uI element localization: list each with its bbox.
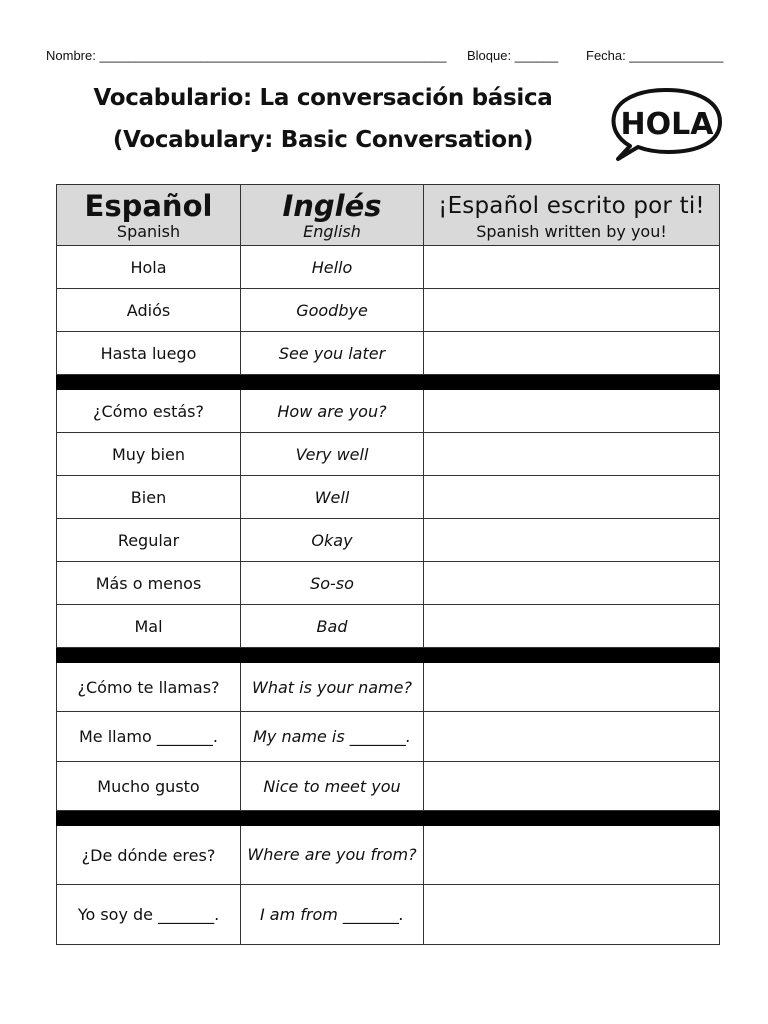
spanish-cell: Mal	[57, 605, 241, 648]
page-title: Vocabulario: La conversación básica	[93, 85, 553, 111]
spanish-cell: Muy bien	[57, 433, 241, 476]
write-in-cell[interactable]	[424, 246, 720, 289]
header-english	[241, 185, 424, 246]
write-in-cell[interactable]	[424, 332, 720, 375]
fecha-field[interactable]: Fecha: _____________	[586, 48, 724, 63]
write-in-cell[interactable]	[424, 289, 720, 332]
spanish-cell: Bien	[57, 476, 241, 519]
english-cell: My name is _______.	[241, 712, 424, 762]
write-in-cell[interactable]	[424, 712, 720, 762]
table-row	[57, 885, 720, 945]
english-cell: Where are you from?	[241, 826, 424, 885]
page-subtitle: (Vocabulary: Basic Conversation)	[112, 127, 534, 153]
spanish-cell: Yo soy de _______.	[57, 885, 241, 945]
logo-text: HOLA	[620, 107, 714, 142]
table-row	[57, 762, 720, 811]
write-in-cell[interactable]	[424, 390, 720, 433]
table-row	[57, 246, 720, 289]
spanish-cell: Mucho gusto	[57, 762, 241, 811]
english-cell: Well	[241, 476, 424, 519]
english-cell: What is your name?	[241, 663, 424, 712]
english-cell: I am from _______.	[241, 885, 424, 945]
english-cell: Nice to meet you	[241, 762, 424, 811]
header-spanish-main: Español	[84, 189, 213, 223]
spanish-cell: ¿De dónde eres?	[57, 826, 241, 885]
nombre-field[interactable]: Nombre: ________________________________________________	[46, 48, 447, 63]
table-row	[57, 826, 720, 885]
english-cell: See you later	[241, 332, 424, 375]
table-row	[57, 605, 720, 648]
hola-speech-bubble-logo	[608, 86, 726, 164]
vocabulary-table	[56, 184, 720, 945]
spanish-cell: ¿Cómo estás?	[57, 390, 241, 433]
english-cell: Hello	[241, 246, 424, 289]
spanish-cell: ¿Cómo te llamas?	[57, 663, 241, 712]
table-row	[57, 476, 720, 519]
spanish-cell: Regular	[57, 519, 241, 562]
section-divider	[57, 375, 720, 390]
spanish-cell: Hasta luego	[57, 332, 241, 375]
bloque-field[interactable]: Bloque: ______	[467, 48, 559, 63]
spanish-cell: Adiós	[57, 289, 241, 332]
english-cell: Goodbye	[241, 289, 424, 332]
write-in-cell[interactable]	[424, 519, 720, 562]
header-english-sub: English	[303, 222, 361, 241]
write-in-cell[interactable]	[424, 605, 720, 648]
header-written-sub: Spanish written by you!	[476, 222, 667, 241]
table-row	[57, 562, 720, 605]
table-row	[57, 433, 720, 476]
header-spanish-sub: Spanish	[116, 222, 181, 241]
table-row	[57, 663, 720, 712]
spanish-cell: Más o menos	[57, 562, 241, 605]
header-spanish	[57, 185, 241, 246]
student-info-line	[46, 48, 722, 68]
write-in-cell[interactable]	[424, 476, 720, 519]
english-cell: Bad	[241, 605, 424, 648]
table-row	[57, 332, 720, 375]
english-cell: Very well	[241, 433, 424, 476]
header-english-main: Inglés	[282, 189, 382, 223]
write-in-cell[interactable]	[424, 826, 720, 885]
english-cell: Okay	[241, 519, 424, 562]
write-in-cell[interactable]	[424, 562, 720, 605]
table-header-row	[57, 185, 720, 246]
write-in-cell[interactable]	[424, 885, 720, 945]
write-in-cell[interactable]	[424, 663, 720, 712]
table-row	[57, 289, 720, 332]
table-row	[57, 390, 720, 433]
spanish-cell: Me llamo _______.	[57, 712, 241, 762]
section-divider	[57, 811, 720, 826]
section-divider	[57, 648, 720, 663]
spanish-cell: Hola	[57, 246, 241, 289]
write-in-cell[interactable]	[424, 433, 720, 476]
english-cell: So-so	[241, 562, 424, 605]
header-written-main: ¡Español escrito por ti!	[438, 193, 705, 219]
table-row	[57, 712, 720, 762]
write-in-cell[interactable]	[424, 762, 720, 811]
english-cell: How are you?	[241, 390, 424, 433]
header-written	[424, 185, 720, 246]
table-row	[57, 519, 720, 562]
